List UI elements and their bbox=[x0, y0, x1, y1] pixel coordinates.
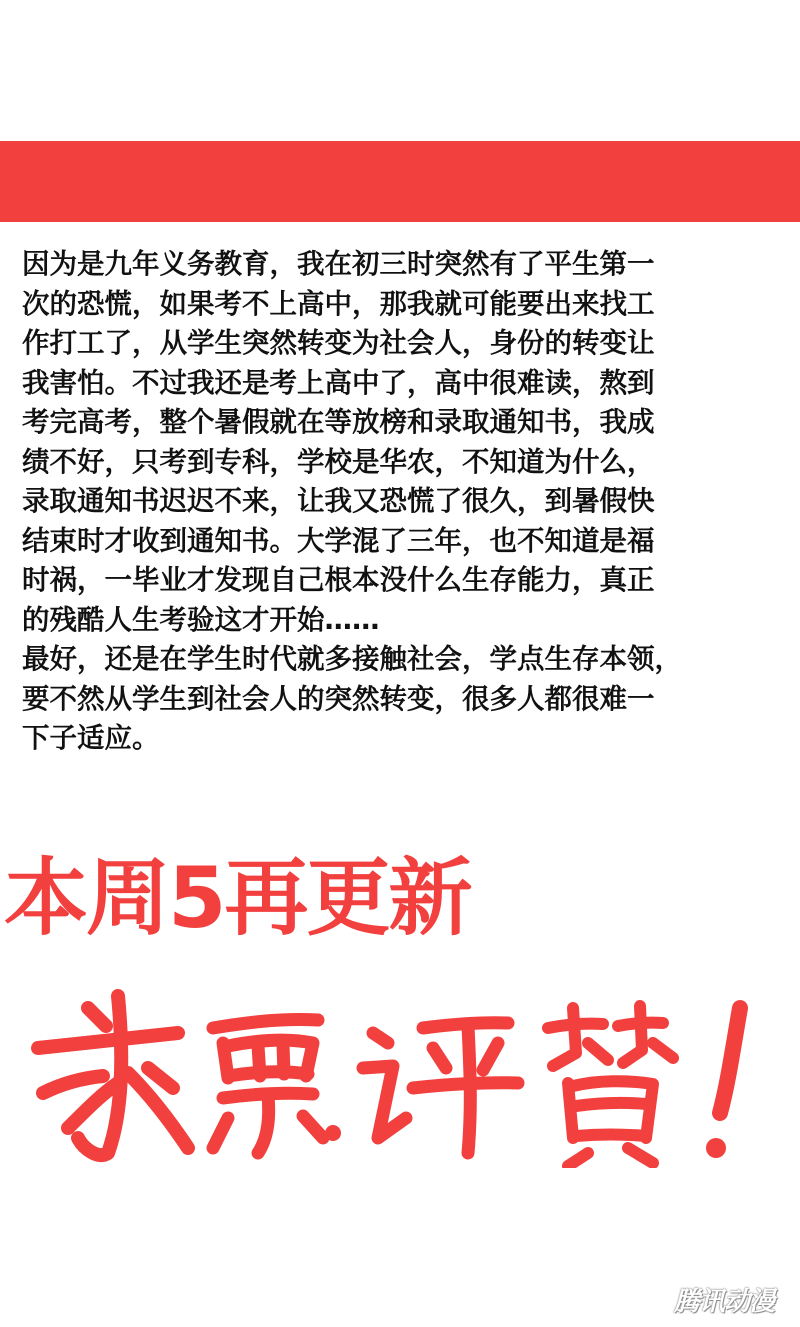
handwritten-exclamation bbox=[706, 1008, 740, 1158]
handwritten-char-piao bbox=[213, 1020, 341, 1153]
update-notice: 本周5再更新 bbox=[4, 849, 471, 947]
author-note-text: 因为是九年义务教育，我在初三时突然有了平生第一 次的恐慌，如果考不上高中，那我就可能要出来找工 作打工了，从学生突然转变为社会人，身份的转变让 我害怕。不过我还是考上高中了，高中很难读，熬到 考完高考，整个暑假就在等放榜和录取通知书，我成 绩不好，只考到专科，学校是华农，不知道为什么， 录取通知书迟迟不来，让我又恐慌了很久，到暑假快 结束时才收到通知书。大学混了三年，也不知道是福 时祸，一毕业才发现自己根本没什么生存能力，真正 的残酷人生考验这才开始…… 最好，还是在学生时代就多接触社会，学点生存本领， 要不然从学生到社会人的突然转变，很多人都很难一 下子适应。 bbox=[22, 248, 682, 754]
red-banner bbox=[0, 141, 800, 222]
handwritten-char-ping bbox=[363, 1023, 518, 1153]
watermark-logo: 腾讯动漫 bbox=[673, 1286, 774, 1317]
handwritten-appeal bbox=[28, 988, 758, 1168]
handwritten-char-qiu bbox=[38, 996, 188, 1155]
handwritten-char-zan bbox=[548, 1006, 673, 1166]
